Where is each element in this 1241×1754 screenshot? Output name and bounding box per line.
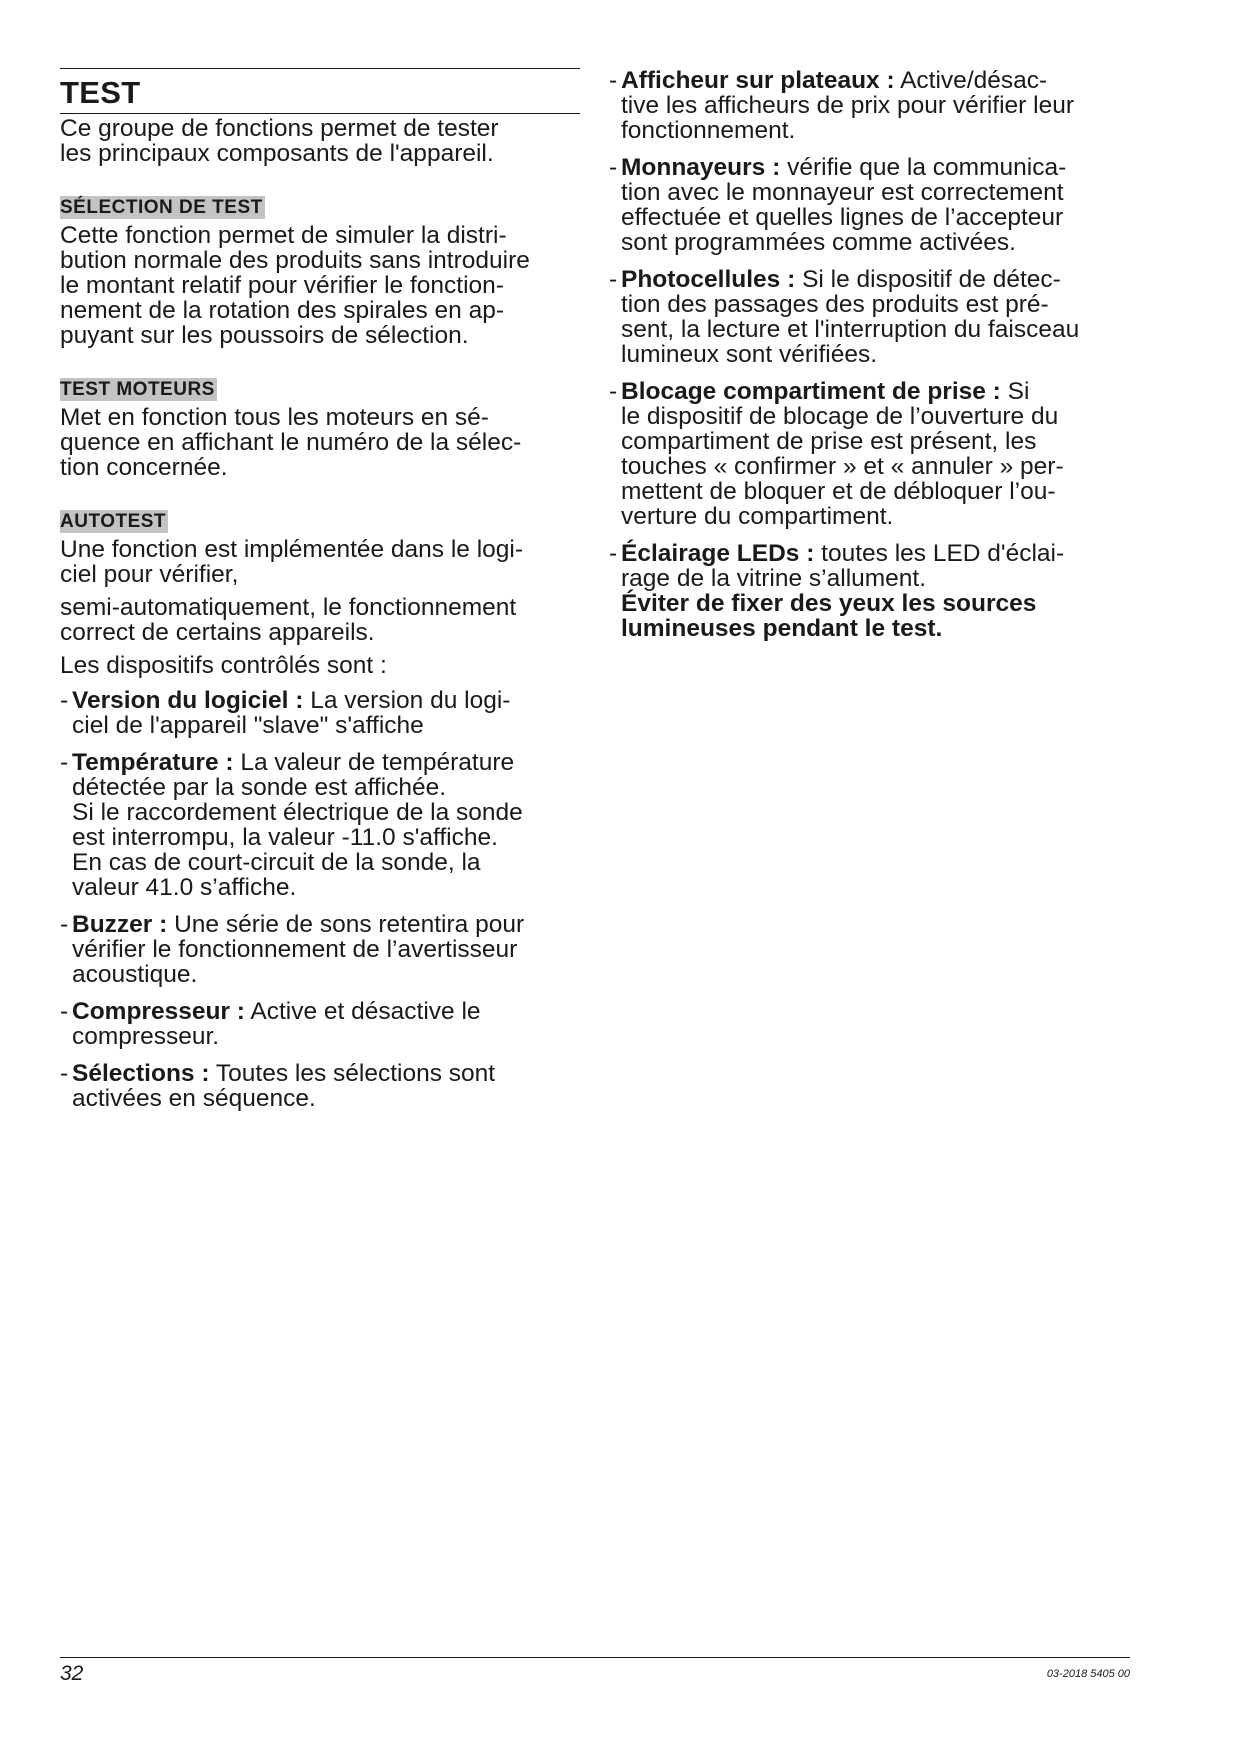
text-line: semi-automatiquement, le fonctionnement	[60, 594, 517, 621]
list-item	[60, 999, 580, 1049]
list-item	[60, 1061, 580, 1111]
text-line: le montant relatif pour vérifier le fonction-	[60, 272, 504, 299]
test-moteurs-paragraph	[60, 405, 580, 480]
item-label: Température :	[72, 749, 234, 776]
item-text: détectée par la sonde est affichée.	[72, 774, 447, 801]
item-text: Si le raccordement électrique de la sonde	[72, 799, 523, 826]
item-text: compresseur.	[72, 1023, 220, 1050]
intro-line: les principaux composants de l'appareil.	[60, 140, 494, 167]
device-list	[60, 688, 580, 1111]
warning-line: Éviter de fixer des yeux les sources	[621, 590, 1037, 617]
item-label: Compresseur :	[72, 998, 245, 1025]
item-text: Active et désactive le	[244, 998, 481, 1025]
text-line: Met en fonction tous les moteurs en sé-	[60, 404, 489, 431]
item-text: mettent de bloquer et de débloquer l’ou-	[621, 478, 1056, 505]
page-title: TEST	[60, 75, 141, 110]
dash-marker: -	[609, 266, 618, 293]
item-label: Sélections :	[72, 1060, 210, 1087]
text-line: puyant sur les poussoirs de sélection.	[60, 322, 469, 349]
item-text: activées en séquence.	[72, 1085, 316, 1112]
dash-marker: -	[60, 687, 69, 714]
item-text: Active/désac-	[894, 67, 1048, 94]
document-code: 03-2018 5405 00	[1046, 1668, 1130, 1680]
text-line: Les dispositifs contrôlés sont :	[60, 652, 387, 679]
right-column	[609, 68, 1139, 641]
item-text: Si	[1000, 378, 1030, 405]
list-item	[60, 750, 580, 900]
dash-marker: -	[60, 1060, 69, 1087]
dash-marker: -	[60, 998, 69, 1025]
item-text: verture du compartiment.	[621, 503, 894, 530]
page-footer	[60, 1657, 1130, 1688]
item-text: compartiment de prise est présent, les	[621, 428, 1037, 455]
text-line: ciel pour vérifier,	[60, 561, 239, 588]
item-text: tion des passages des produits est pré-	[621, 291, 1049, 318]
item-label: Photocellules :	[621, 266, 796, 293]
list-item	[609, 68, 1139, 143]
item-text: vérifier le fonctionnement de l’avertisseur	[72, 936, 518, 963]
dash-marker: -	[60, 911, 69, 938]
list-item	[60, 912, 580, 987]
safety-warning	[609, 591, 1139, 641]
dash-marker: -	[60, 749, 69, 776]
selection-test-paragraph	[60, 223, 580, 348]
section-heading-selection-test: SÉLECTION DE TEST	[60, 197, 263, 218]
autotest-paragraph	[60, 653, 580, 678]
title-block	[60, 68, 580, 114]
intro-line: Ce groupe de fonctions permet de tester	[60, 115, 499, 142]
dash-marker: -	[609, 154, 618, 181]
item-text: acoustique.	[72, 961, 198, 988]
item-label: Blocage compartiment de prise :	[621, 378, 1001, 405]
text-line: Cette fonction permet de simuler la distri-	[60, 222, 507, 249]
item-text: lumineux sont vérifiées.	[621, 341, 878, 368]
dash-marker: -	[609, 378, 618, 405]
item-text: effectuée et quelles lignes de l’accepteur	[621, 204, 1064, 231]
autotest-paragraph	[60, 595, 580, 645]
item-text: est interrompu, la valeur -11.0 s'affiche.	[72, 824, 498, 851]
item-text: sont programmées comme activées.	[621, 229, 1016, 256]
item-label: Éclairage LEDs :	[621, 540, 815, 567]
section-heading-test-moteurs: TEST MOTEURS	[60, 379, 215, 400]
text-line: quence en affichant le numéro de la sélec-	[60, 429, 522, 456]
item-text: Toutes les sélections sont	[209, 1060, 496, 1087]
intro-paragraph	[60, 116, 580, 166]
dash-marker: -	[609, 540, 618, 567]
item-text: En cas de court-circuit de la sonde, la	[72, 849, 481, 876]
list-item	[609, 267, 1139, 367]
item-text: touches « confirmer » et « annuler » per-	[621, 453, 1064, 480]
item-text: le dispositif de blocage de l’ouverture du	[621, 403, 1059, 430]
list-item	[609, 541, 1139, 591]
item-text: La valeur de température	[233, 749, 515, 776]
item-text: tion avec le monnayeur est correctement	[621, 179, 1064, 206]
text-line: nement de la rotation des spirales en ap-	[60, 297, 504, 324]
warning-line: lumineuses pendant le test.	[621, 615, 943, 642]
text-line: bution normale des produits sans introduire	[60, 247, 530, 274]
item-label: Afficheur sur plateaux :	[621, 67, 895, 94]
item-label: Monnayeurs :	[621, 154, 781, 181]
item-text: rage de la vitrine s’allument.	[621, 565, 927, 592]
section-heading-autotest: AUTOTEST	[60, 511, 167, 532]
text-line: correct de certains appareils.	[60, 619, 375, 646]
list-item	[60, 688, 580, 738]
item-label: Version du logiciel :	[72, 687, 304, 714]
text-line: tion concernée.	[60, 454, 228, 481]
text-line: Une fonction est implémentée dans le logi-	[60, 536, 524, 563]
list-item	[609, 379, 1139, 529]
dash-marker: -	[609, 67, 618, 94]
item-text: sent, la lecture et l'interruption du faisceau	[621, 316, 1080, 343]
item-text: fonctionnement.	[621, 117, 796, 144]
left-column	[60, 68, 580, 1123]
autotest-paragraph	[60, 537, 580, 587]
item-text: tive les afficheurs de prix pour vérifier leur	[621, 92, 1074, 119]
item-text: ciel de l'appareil "slave" s'affiche	[72, 712, 424, 739]
list-item	[609, 155, 1139, 255]
item-text: valeur 41.0 s’affiche.	[72, 874, 297, 901]
item-text: Si le dispositif de détec-	[795, 266, 1061, 293]
item-text: toutes les LED d'éclai-	[814, 540, 1065, 567]
item-text: La version du logi-	[303, 687, 511, 714]
page-number: 32	[60, 1662, 84, 1685]
item-text: Une série de sons retentira pour	[167, 911, 525, 938]
item-text: vérifie que la communica-	[780, 154, 1067, 181]
item-label: Buzzer :	[72, 911, 168, 938]
